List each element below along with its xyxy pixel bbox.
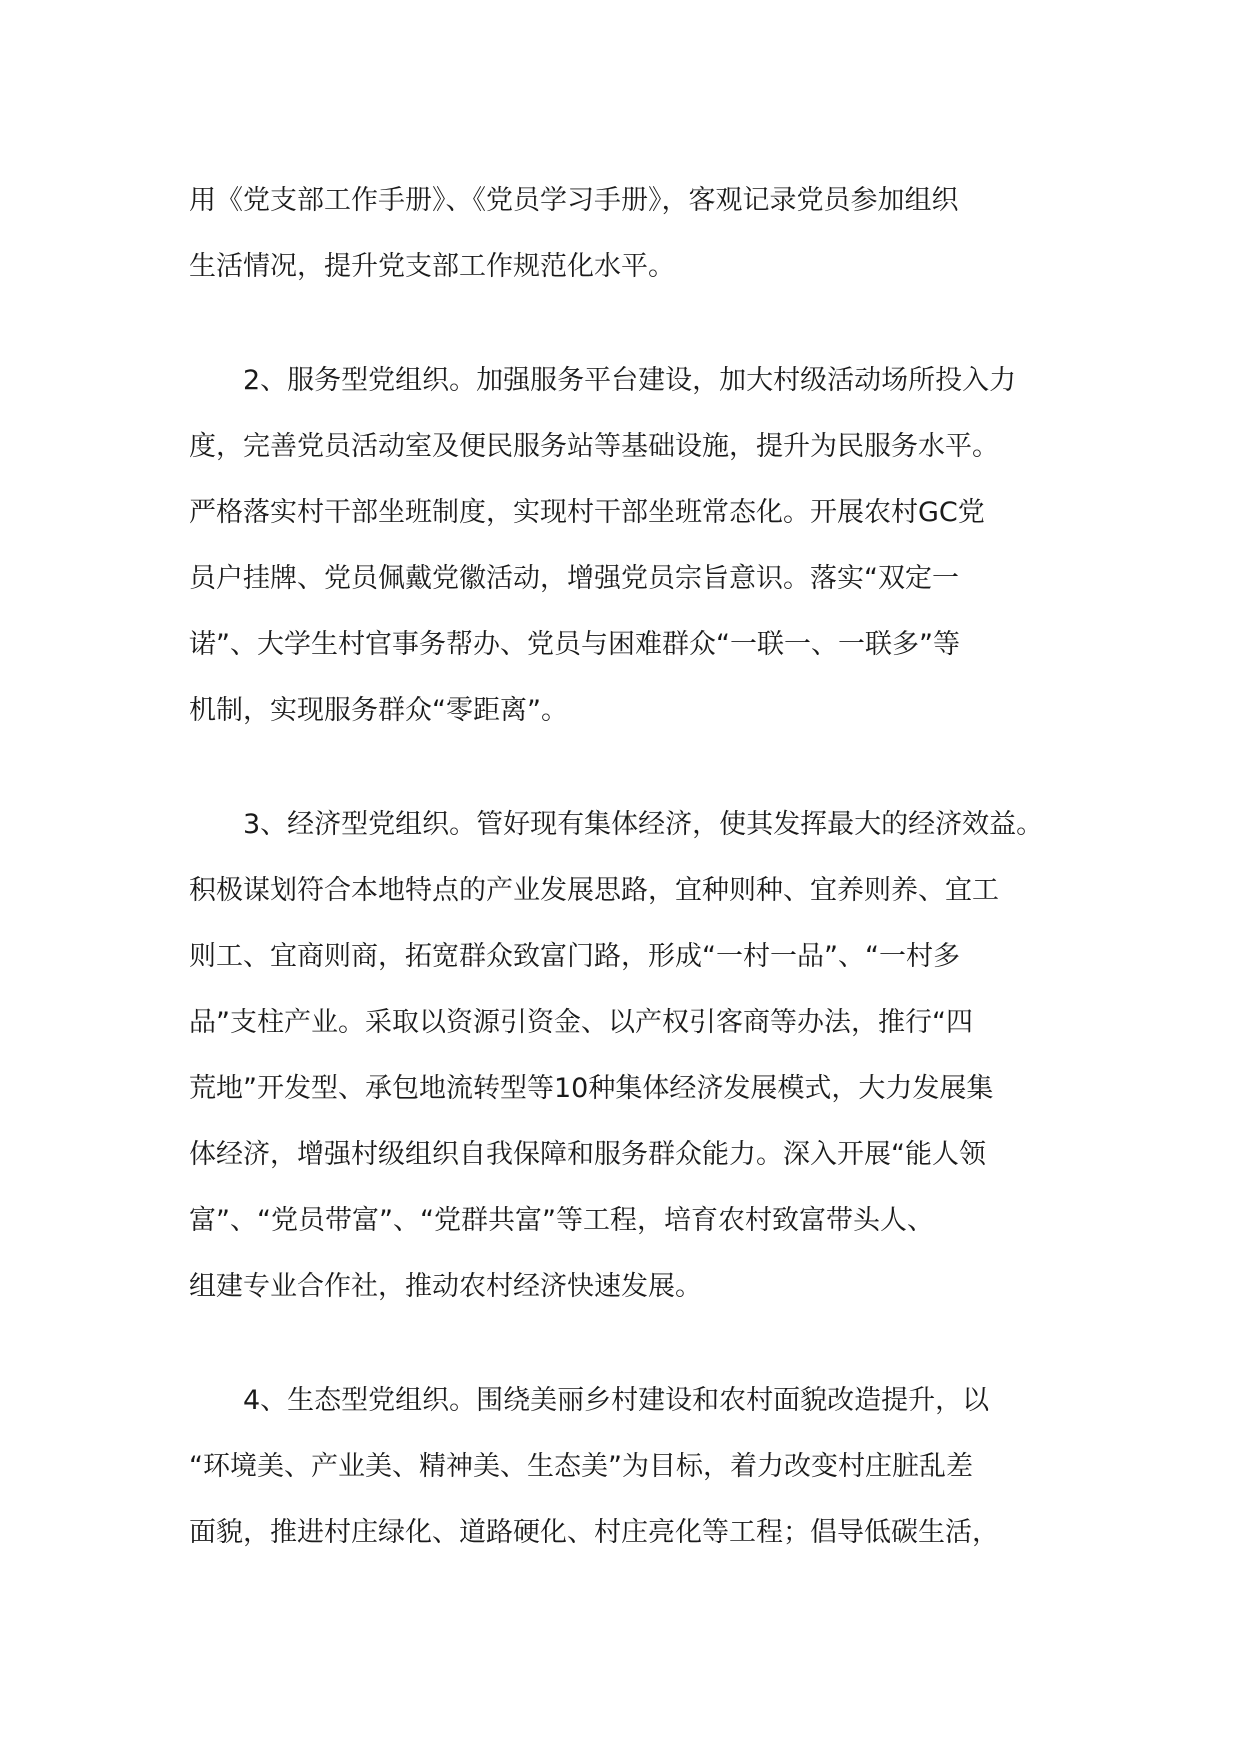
text-line: 富”、“党员带富”、“党群共富”等工程，培育农村致富带头人、 bbox=[189, 1205, 934, 1236]
document-body bbox=[189, 168, 1069, 1566]
text-line: 组建专业合作社，推动农村经济快速发展。 bbox=[189, 1271, 702, 1302]
paragraph-economic-party-org bbox=[189, 792, 1069, 1320]
text-line: 面貌，推进村庄绿化、道路硬化、村庄亮化等工程；倡导低碳生活， bbox=[189, 1517, 999, 1548]
text-line: 荒地”开发型、承包地流转型等10种集体经济发展模式，大力发展集 bbox=[189, 1073, 994, 1104]
text-line: 4、生态型党组织。围绕美丽乡村建设和农村面貌改造提升，以 bbox=[243, 1385, 990, 1416]
text-line: 体经济，增强村级组织自我保障和服务群众能力。深入开展“能人领 bbox=[189, 1139, 986, 1170]
text-line: 严格落实村干部坐班制度，实现村干部坐班常态化。开展农村GC党 bbox=[189, 497, 985, 528]
text-line: “环境美、产业美、精神美、生态美”为目标，着力改变村庄脏乱差 bbox=[189, 1451, 973, 1482]
text-line: 生活情况，提升党支部工作规范化水平。 bbox=[189, 251, 675, 282]
text-line: 用《党支部工作手册》、《党员学习手册》，客观记录党员参加组织 bbox=[189, 185, 959, 216]
text-line: 度，完善党员活动室及便民服务站等基础设施，提升为民服务水平。 bbox=[189, 431, 999, 462]
text-line: 员户挂牌、党员佩戴党徽活动，增强党员宗旨意识。落实“双定一 bbox=[189, 563, 959, 594]
paragraph-ecological-party-org bbox=[189, 1368, 1069, 1566]
text-line: 诺”、大学生村官事务帮办、党员与困难群众“一联一、一联多”等 bbox=[189, 629, 960, 660]
paragraph-continuation bbox=[189, 168, 1069, 300]
text-line: 品”支柱产业。采取以资源引资金、以产权引客商等办法，推行“四 bbox=[189, 1007, 973, 1038]
text-line: 2、服务型党组织。加强服务平台建设，加大村级活动场所投入力 bbox=[243, 365, 1017, 396]
text-line: 机制，实现服务群众“零距离”。 bbox=[189, 695, 568, 726]
paragraph-service-party-org bbox=[189, 348, 1069, 744]
text-line: 3、经济型党组织。管好现有集体经济，使其发挥最大的经济效益。 bbox=[243, 809, 1044, 840]
text-line: 则工、宜商则商，拓宽群众致富门路，形成“一村一品”、“一村多 bbox=[189, 941, 960, 972]
text-line: 积极谋划符合本地特点的产业发展思路，宜种则种、宜养则养、宜工 bbox=[189, 875, 999, 906]
